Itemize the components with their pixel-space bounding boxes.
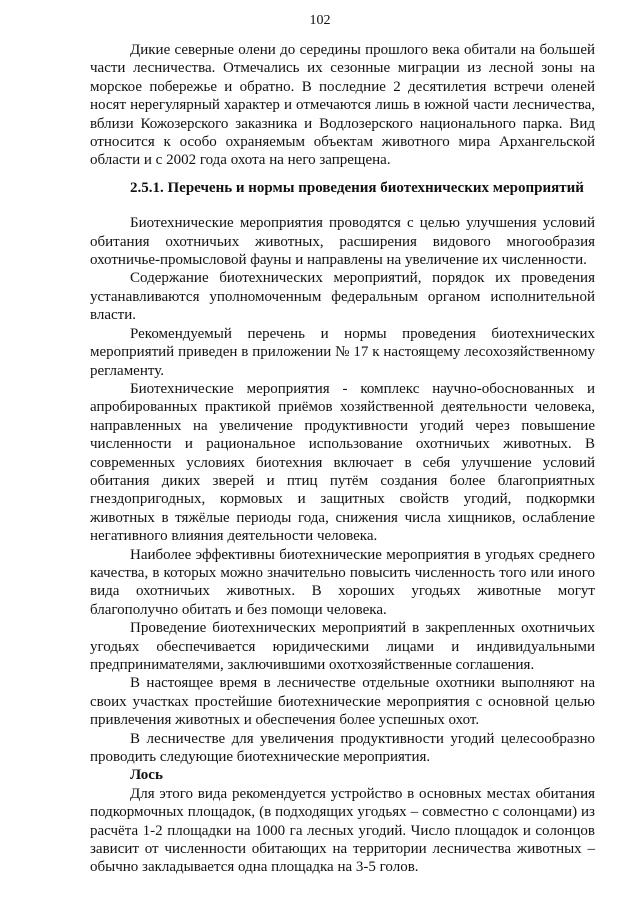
- section-heading: 2.5.1. Перечень и нормы проведения биотехнических мероприятий: [130, 179, 584, 196]
- subheading-moose: Лось: [130, 767, 163, 784]
- document-body: [90, 41, 595, 877]
- page-number: 102: [309, 13, 331, 28]
- paragraph-2: Содержание биотехнических мероприятий, порядок их проведения устанавливаются уполномоченным федеральным органом исполнительной власти.: [90, 270, 595, 324]
- paragraph-7: В настоящее время в лесничестве отдельные охотники выполняют на своих участках простейшие биотехнические мероприятия с основной целью привлечения животных и обеспечения более успешных охот.: [90, 675, 595, 729]
- paragraph-4: Биотехнические мероприятия - комплекс научно-обоснованных и апробированных практикой приёмов хозяйственной деятельности человека, направленных на увеличение продуктивности угодий через повышение численности и рациональное использование охотничьих животных. В современных условиях биотехния включает в себя улучшение условий обитания диких зверей и птиц путём создания более благоприятных гнездопригодных, кормовых и защитных свойств угодий, подкормки животных в тяжёлые периоды года, снижения числа хищников, ослабление негативного влияния деятельности человека.: [90, 380, 595, 545]
- paragraph-3: Рекомендуемый перечень и нормы проведения биотехнических мероприятий приведен в приложении № 17 к настоящему лесохозяйственному регламенту.: [90, 325, 595, 379]
- paragraph-8: В лесничестве для увеличения продуктивности угодий целесообразно проводить следующие биотехнические мероприятия.: [90, 730, 595, 766]
- intro-paragraph: Дикие северные олени до середины прошлого века обитали на большей части лесничества. Отмечались их сезонные миграции из лесной зоны на морское побережье и обратно. В последние 2 десятилетия встречи оленей носят нерегулярный характер и отмечаются лишь в южной части лесничества, вблизи Кожозерского заказника и Водлозерского национального парка. Вид относится к особо охраняемым объектам животного мира Архангельской области и с 2002 года охота на него запрещена.: [90, 42, 595, 169]
- final-paragraph: Для этого вида рекомендуется устройство в основных местах обитания подкормочных площадок, (в подходящих угодьях – совместно с солонцами) из расчёта 1-2 площадки на 1000 га лесных угодий. Число площадок и солонцов зависит от численности обитающих на территории лесничества животных – обычно закладывается одна площадка на 3-5 голов.: [90, 785, 595, 876]
- paragraph-5: Наиболее эффективны биотехнические мероприятия в угодьях среднего качества, в которых можно значительно повысить численность того или иного вида охотничьих животных. В хороших угодьях животные могут благополучно обитать и без помощи человека.: [90, 546, 595, 618]
- paragraph-1: Биотехнические мероприятия проводятся с целью улучшения условий обитания охотничьих животных, расширения видового многообразия охотничье-промысловой фауны и направлены на увеличение их численности.: [90, 215, 595, 269]
- paragraph-6: Проведение биотехнических мероприятий в закрепленных охотничьих угодьях обеспечивается юридическими лицами и индивидуальными предпринимателями, заключившими охотхозяйственные соглашения.: [90, 620, 595, 673]
